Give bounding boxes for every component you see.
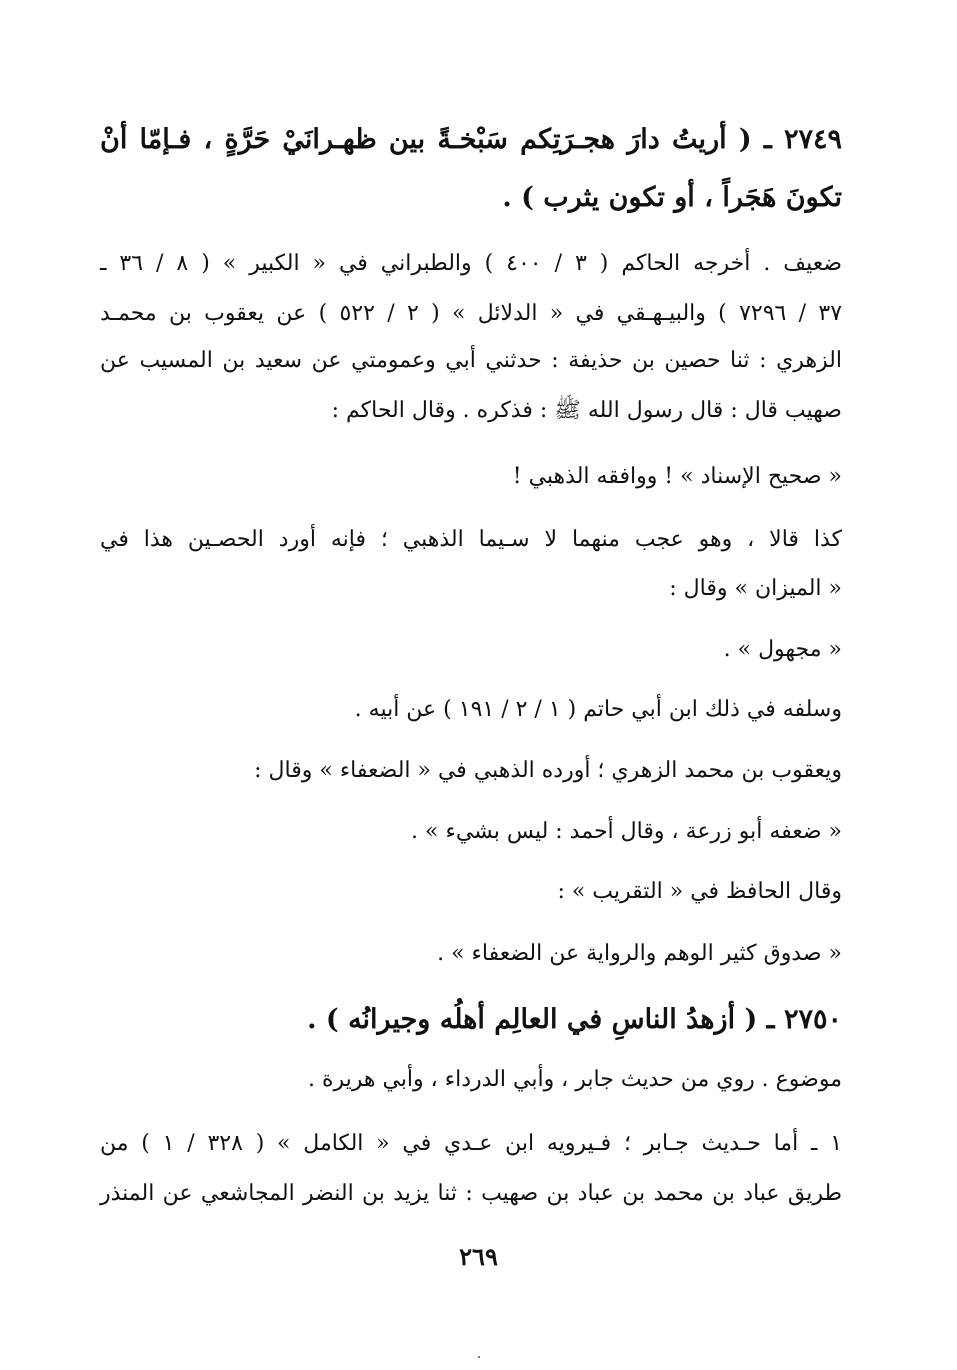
hadith-2749-line-1: ٢٧٤٩ ـ ( أريتُ دارَ هجـرَتِكم سَبْخـةً بين ظهـرانَيْ حَرَّةٍ ، فـإمّا أنْ: [100, 124, 842, 155]
commentary-line-2: « الميزان » وقال :: [669, 576, 842, 601]
page-number: ٢٦٩: [459, 1242, 498, 1271]
quote-abu-zura: « ضعفه أبو زرعة ، وقال أحمد : ليس بشيء » .: [411, 819, 842, 844]
takhrij-2749-line-4: صهيب قال : قال رسول الله ﷺ : فذكره . وقال الحاكم :: [331, 398, 842, 423]
takhrij-2749-line-3: الزهري : ثنا حصين بن حذيفة : حدثني أبي وعمومتي عن سعيد بن المسيب عن: [100, 348, 842, 373]
hadith-2749-line-2: تكونَ هَجَراً ، أو تكون يثرب ) .: [502, 182, 842, 213]
takhrij-2750-line-1: موضوع . روي من حديث جابر ، وأبي الدرداء ، وأبي هريرة .: [307, 1067, 842, 1092]
commentary-line-3: وسلفه في ذلك ابن أبي حاتم ( ١ / ٢ / ١٩١ ) عن أبيه .: [354, 697, 842, 722]
takhrij-2750-line-2: ١ ـ أما حـديث جـابر ؛ فـيرويه ابن عـدي في « الكامل » ( ٣٢٨ / ١ ) من: [100, 1131, 843, 1156]
takhrij-2749-line-1: ضعيف . أخرجه الحاكم ( ٣ / ٤٠٠ ) والطبراني في « الكبير » ( ٨ / ٣٦ ـ: [100, 251, 842, 276]
quote-hakim: « صحيح الإسناد » ! ووافقه الذهبي !: [512, 464, 842, 489]
hadith-2750-line-1: ٢٧٥٠ ـ ( أزهدُ الناسِ في العالِم أهلُه وجيرانُه ) .: [307, 1004, 842, 1035]
takhrij-2749-line-2: ٣٧ / ٧٢٩٦ ) والبيـهـقي في « الدلائل » ( ٢ / ٥٢٢ ) عن يعقوب بن محمـد: [100, 301, 843, 326]
scan-speck: [478, 1356, 480, 1358]
quote-majhul: « مجهول » .: [723, 637, 842, 662]
quote-taqrib: « صدوق كثير الوهم والرواية عن الضعفاء » .: [437, 941, 842, 966]
commentary-line-4: ويعقوب بن محمد الزهري ؛ أورده الذهبي في « الضعفاء » وقال :: [254, 758, 842, 783]
takhrij-2750-line-3: طريق عباد بن محمد بن عباد بن صهيب : ثنا يزيد بن النضر المجاشعي عن المنذر: [100, 1181, 842, 1206]
commentary-line-1: كذا قالا ، وهو عجب منهما لا سـيما الذهبي ؛ فإنه أورد الحصـين هذا في: [100, 527, 842, 552]
commentary-line-5: وقال الحافظ في « التقريب » :: [557, 879, 842, 904]
